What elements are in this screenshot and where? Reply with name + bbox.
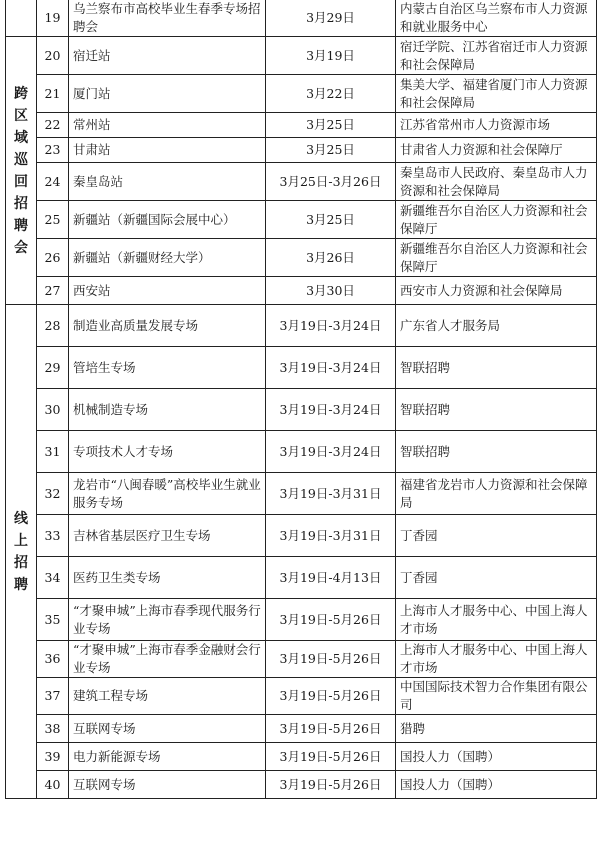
row-number: 26 bbox=[37, 239, 69, 277]
event-date: 3月25日 bbox=[266, 201, 396, 239]
row-number: 21 bbox=[37, 75, 69, 113]
organizer: 智联招聘 bbox=[396, 431, 597, 473]
table-row bbox=[6, 347, 597, 389]
row-number: 28 bbox=[37, 305, 69, 347]
row-number: 22 bbox=[37, 113, 69, 138]
event-date: 3月19日-3月24日 bbox=[266, 347, 396, 389]
category-cell bbox=[6, 37, 37, 305]
table-row bbox=[6, 743, 597, 771]
row-number: 23 bbox=[37, 138, 69, 163]
event-date: 3月19日-5月26日 bbox=[266, 599, 396, 641]
table-row bbox=[6, 0, 597, 37]
organizer: 新疆维吾尔自治区人力资源和社会保障厅 bbox=[396, 239, 597, 277]
row-number: 35 bbox=[37, 599, 69, 641]
table-row bbox=[6, 473, 597, 515]
table-row bbox=[6, 557, 597, 599]
organizer: 中国国际技术智力合作集团有限公司 bbox=[396, 678, 597, 715]
event-date: 3月19日-3月24日 bbox=[266, 305, 396, 347]
organizer: 丁香园 bbox=[396, 515, 597, 557]
event-name: 互联网专场 bbox=[69, 771, 266, 799]
row-number: 38 bbox=[37, 715, 69, 743]
table-row bbox=[6, 678, 597, 715]
table-row bbox=[6, 431, 597, 473]
organizer: 广东省人才服务局 bbox=[396, 305, 597, 347]
category-label: 线上招聘 bbox=[14, 510, 28, 593]
event-date: 3月19日 bbox=[266, 37, 396, 75]
event-date: 3月19日-3月31日 bbox=[266, 473, 396, 515]
organizer: 智联招聘 bbox=[396, 347, 597, 389]
event-date: 3月19日-3月31日 bbox=[266, 515, 396, 557]
event-name: 新疆站（新疆财经大学） bbox=[69, 239, 266, 277]
organizer: 上海市人才服务中心、中国上海人才市场 bbox=[396, 599, 597, 641]
event-name: 机械制造专场 bbox=[69, 389, 266, 431]
row-number: 33 bbox=[37, 515, 69, 557]
table-row bbox=[6, 37, 597, 75]
event-date: 3月22日 bbox=[266, 75, 396, 113]
event-name: 西安站 bbox=[69, 277, 266, 305]
event-date: 3月25日 bbox=[266, 113, 396, 138]
organizer: 西安市人力资源和社会保障局 bbox=[396, 277, 597, 305]
table-row bbox=[6, 138, 597, 163]
event-name: 建筑工程专场 bbox=[69, 678, 266, 715]
event-date: 3月19日-5月26日 bbox=[266, 743, 396, 771]
category-label: 跨区域巡回招聘会 bbox=[14, 85, 28, 256]
row-number: 36 bbox=[37, 641, 69, 678]
event-name: 电力新能源专场 bbox=[69, 743, 266, 771]
event-name: 常州站 bbox=[69, 113, 266, 138]
event-date: 3月26日 bbox=[266, 239, 396, 277]
category-cell bbox=[6, 0, 37, 37]
organizer: 国投人力（国聘） bbox=[396, 771, 597, 799]
organizer: 猎聘 bbox=[396, 715, 597, 743]
event-name: 管培生专场 bbox=[69, 347, 266, 389]
organizer: 宿迁学院、江苏省宿迁市人力资源和社会保障局 bbox=[396, 37, 597, 75]
row-number: 27 bbox=[37, 277, 69, 305]
event-name: 乌兰察布市高校毕业生春季专场招聘会 bbox=[69, 0, 266, 37]
table-row bbox=[6, 715, 597, 743]
event-name: 厦门站 bbox=[69, 75, 266, 113]
event-name: 制造业高质量发展专场 bbox=[69, 305, 266, 347]
schedule-table bbox=[5, 0, 597, 799]
event-name: 龙岩市“八闽春暖”高校毕业生就业服务专场 bbox=[69, 473, 266, 515]
event-date: 3月19日-4月13日 bbox=[266, 557, 396, 599]
table-row bbox=[6, 305, 597, 347]
table-row bbox=[6, 599, 597, 641]
event-name: 专项技术人才专场 bbox=[69, 431, 266, 473]
event-date: 3月25日-3月26日 bbox=[266, 163, 396, 201]
organizer: 福建省龙岩市人力资源和社会保障局 bbox=[396, 473, 597, 515]
event-name: “才聚申城”上海市春季金融财会行业专场 bbox=[69, 641, 266, 678]
row-number: 24 bbox=[37, 163, 69, 201]
event-date: 3月19日-3月24日 bbox=[266, 389, 396, 431]
organizer: 集美大学、福建省厦门市人力资源和社会保障局 bbox=[396, 75, 597, 113]
organizer: 江苏省常州市人力资源市场 bbox=[396, 113, 597, 138]
event-name: 互联网专场 bbox=[69, 715, 266, 743]
event-date: 3月30日 bbox=[266, 277, 396, 305]
event-date: 3月19日-3月24日 bbox=[266, 431, 396, 473]
event-date: 3月19日-5月26日 bbox=[266, 641, 396, 678]
row-number: 25 bbox=[37, 201, 69, 239]
row-number: 31 bbox=[37, 431, 69, 473]
event-date: 3月19日-5月26日 bbox=[266, 715, 396, 743]
row-number: 19 bbox=[37, 0, 69, 37]
organizer: 上海市人才服务中心、中国上海人才市场 bbox=[396, 641, 597, 678]
row-number: 39 bbox=[37, 743, 69, 771]
table-row bbox=[6, 239, 597, 277]
table-row bbox=[6, 113, 597, 138]
event-date: 3月25日 bbox=[266, 138, 396, 163]
organizer: 丁香园 bbox=[396, 557, 597, 599]
organizer: 秦皇岛市人民政府、秦皇岛市人力资源和社会保障局 bbox=[396, 163, 597, 201]
event-name: 秦皇岛站 bbox=[69, 163, 266, 201]
table-row bbox=[6, 515, 597, 557]
organizer: 内蒙古自治区乌兰察布市人力资源和就业服务中心 bbox=[396, 0, 597, 37]
table-row bbox=[6, 201, 597, 239]
event-name: “才聚申城”上海市春季现代服务行业专场 bbox=[69, 599, 266, 641]
organizer: 国投人力（国聘） bbox=[396, 743, 597, 771]
event-name: 医药卫生类专场 bbox=[69, 557, 266, 599]
table-row bbox=[6, 163, 597, 201]
event-date: 3月29日 bbox=[266, 0, 396, 37]
row-number: 20 bbox=[37, 37, 69, 75]
table-row bbox=[6, 771, 597, 799]
event-date: 3月19日-5月26日 bbox=[266, 771, 396, 799]
table-row bbox=[6, 277, 597, 305]
event-name: 吉林省基层医疗卫生专场 bbox=[69, 515, 266, 557]
table-row bbox=[6, 75, 597, 113]
row-number: 37 bbox=[37, 678, 69, 715]
event-date: 3月19日-5月26日 bbox=[266, 678, 396, 715]
event-name: 宿迁站 bbox=[69, 37, 266, 75]
row-number: 32 bbox=[37, 473, 69, 515]
job-fair-table bbox=[5, 0, 597, 799]
organizer: 甘肃省人力资源和社会保障厅 bbox=[396, 138, 597, 163]
category-cell bbox=[6, 305, 37, 799]
table-body bbox=[6, 0, 597, 799]
row-number: 30 bbox=[37, 389, 69, 431]
event-name: 甘肃站 bbox=[69, 138, 266, 163]
row-number: 40 bbox=[37, 771, 69, 799]
table-row bbox=[6, 641, 597, 678]
table-row bbox=[6, 389, 597, 431]
organizer: 新疆维吾尔自治区人力资源和社会保障厅 bbox=[396, 201, 597, 239]
organizer: 智联招聘 bbox=[396, 389, 597, 431]
row-number: 29 bbox=[37, 347, 69, 389]
event-name: 新疆站（新疆国际会展中心） bbox=[69, 201, 266, 239]
row-number: 34 bbox=[37, 557, 69, 599]
